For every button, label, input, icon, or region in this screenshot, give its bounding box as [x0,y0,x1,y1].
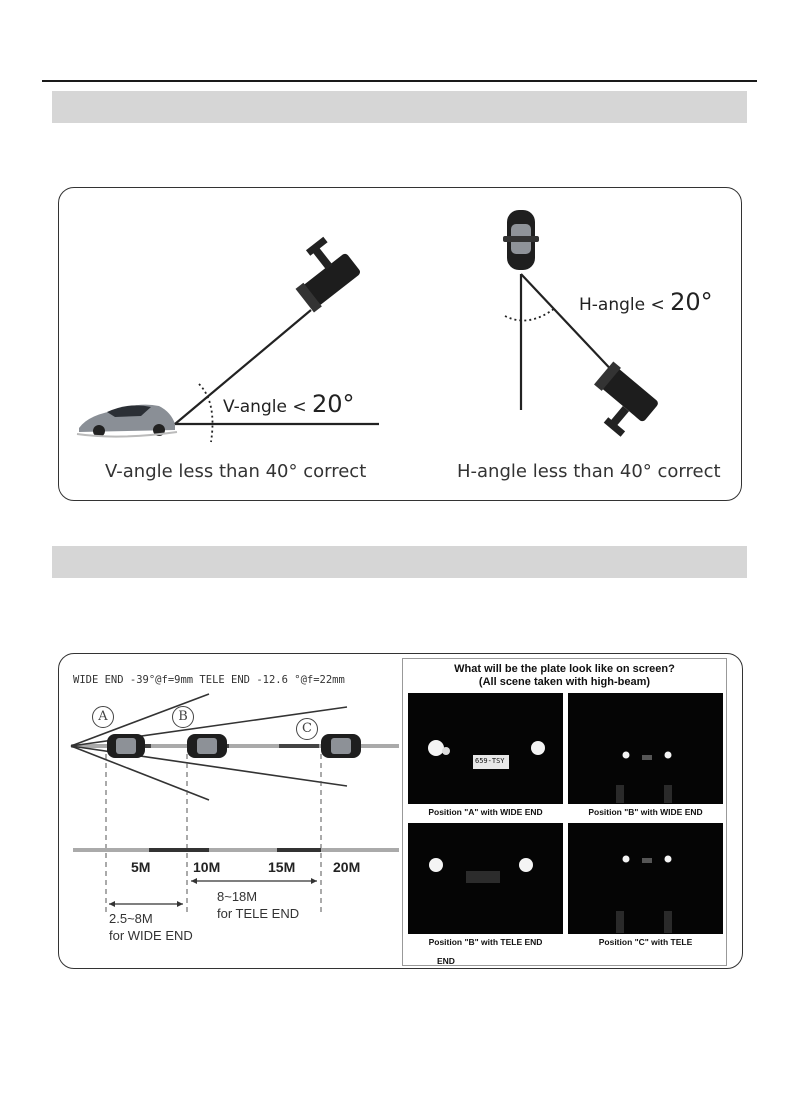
shot-b-tele [408,823,563,934]
screen-samples-title-line1: What will be the plate look like on screen? [454,663,675,675]
top-car-icon [503,210,539,270]
section-bar-distance [52,546,747,578]
camera-v-icon [281,232,363,313]
wide-range-value: 2.5~8M [109,911,153,926]
tele-range-value: 8~18M [217,889,258,904]
wide-range-label: for WIDE END [109,928,193,943]
distance-5m: 5M [131,859,151,875]
car-a-icon [107,734,145,758]
v-angle-value: 20° [311,390,355,418]
shot-c-tele [568,823,723,934]
car-b-icon [187,734,227,758]
angle-figure-panel [58,187,742,501]
shot-a-wide [408,693,563,804]
shot-b-wide-caption: Position "B" with WIDE END [588,807,703,817]
car-c-icon [321,734,361,758]
position-a-marker: A [92,706,114,728]
wide-range-text [109,910,193,944]
v-angle-caption: V-angle less than 40° correct [105,461,367,482]
shot-c-tele-caption: Position "C" with TELE [598,937,693,947]
section-bar-installation-angle [52,91,747,123]
v-angle-prefix: V-angle < [223,397,312,417]
h-angle-label [579,288,713,316]
shot-a-wide-caption: Position "A" with WIDE END [428,807,543,817]
distance-figure-panel [58,653,743,969]
screen-samples-box [402,658,727,966]
side-car-icon [77,405,177,437]
v-angle-label [223,390,355,418]
angle-figure-drawing [59,188,742,501]
end-note: END [437,956,455,966]
distance-10m: 10M [193,859,221,875]
shot-b-wide [568,693,723,804]
h-angle-caption: H-angle less than 40° correct [457,461,721,482]
lens-spec-text: WIDE END -39°@f=9mm TELE END -12.6 °@f=22mm [73,674,345,686]
position-c-marker: C [296,718,318,740]
screen-samples-title [403,663,726,689]
shot-b-tele-caption: Position "B" with TELE END [428,937,543,947]
h-angle-prefix: H-angle < [579,295,671,315]
camera-h-icon [579,361,661,441]
plate-text: 659-TSY [475,757,505,765]
tele-range-label: for TELE END [217,906,300,921]
header-rule [42,80,757,82]
h-angle-value: 20° [670,288,713,316]
position-b-marker: B [172,706,194,728]
distance-15m: 15M [268,859,296,875]
screen-samples-title-line2: (All scene taken with high-beam) [478,676,651,688]
v-angle-arc [199,384,213,442]
tele-range-text [217,888,299,922]
distance-20m: 20M [333,859,361,875]
h-angle-arc [505,308,555,321]
